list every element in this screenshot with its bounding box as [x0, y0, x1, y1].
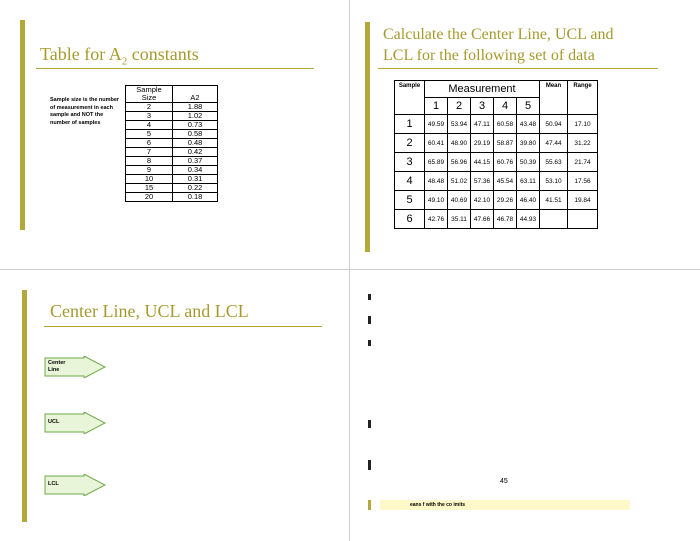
measurement-cell: 29.19 — [471, 134, 494, 153]
center-line-arrow-box — [44, 356, 106, 378]
fragment-bar — [368, 420, 371, 428]
fragment-bar — [368, 294, 371, 300]
arrow-label: UCL — [48, 419, 60, 425]
sample-size-cell: 9 — [126, 166, 173, 175]
measurement-cell: 47.11 — [471, 115, 494, 134]
a2-value-cell: 0.73 — [173, 121, 218, 130]
slide-corrupted[interactable] — [350, 270, 699, 539]
measurement-cell: 58.87 — [494, 134, 517, 153]
header-a2: A2 — [173, 86, 218, 103]
sample-number-cell: 3 — [395, 153, 425, 172]
measurement-col-header: 5 — [517, 98, 540, 115]
measurement-cell: 42.76 — [425, 210, 448, 229]
sample-size-cell: 3 — [126, 112, 173, 121]
table-row — [395, 115, 598, 134]
slide-title: Table for $A_2$ constants — [40, 44, 199, 68]
measurement-cell: 39.80 — [517, 134, 540, 153]
measurement-table — [394, 80, 598, 229]
range-cell: 19.84 — [568, 191, 598, 210]
range-cell: 31.22 — [568, 134, 598, 153]
mean-cell: 41.51 — [540, 191, 568, 210]
sample-size-cell: 4 — [126, 121, 173, 130]
measurement-cell: 44.93 — [517, 210, 540, 229]
table-row — [395, 191, 598, 210]
mean-cell — [540, 210, 568, 229]
measurement-cell: 49.59 — [425, 115, 448, 134]
slide-center-line-ucl-lcl[interactable] — [0, 270, 349, 539]
measurement-cell: 48.90 — [448, 134, 471, 153]
table-row — [126, 175, 218, 184]
measurement-cell: 44.15 — [471, 153, 494, 172]
slide-calculate-limits[interactable] — [350, 0, 699, 269]
measurement-cell: 35.11 — [448, 210, 471, 229]
ucl-arrow-box — [44, 412, 106, 434]
sample-number-cell: 2 — [395, 134, 425, 153]
measurement-cell: 60.58 — [494, 115, 517, 134]
measurement-col-header: 2 — [448, 98, 471, 115]
measurement-cell: 46.40 — [517, 191, 540, 210]
sample-size-note: Sample size is the number of measurement in each sample and NOT the number of samples — [50, 97, 120, 126]
table-row — [126, 103, 218, 112]
measurement-cell: 65.89 — [425, 153, 448, 172]
accent-bar — [20, 20, 25, 230]
a2-value-cell: 0.18 — [173, 193, 218, 202]
table-row — [126, 157, 218, 166]
range-cell: 21.74 — [568, 153, 598, 172]
fragment-bar — [368, 316, 371, 324]
a2-value-cell: 0.42 — [173, 148, 218, 157]
measurement-cell: 63.11 — [517, 172, 540, 191]
measurement-cell: 53.94 — [448, 115, 471, 134]
sample-size-cell: 10 — [126, 175, 173, 184]
sample-size-cell: 20 — [126, 193, 173, 202]
table-row — [395, 134, 598, 153]
mean-cell: 50.94 — [540, 115, 568, 134]
sample-number-cell: 1 — [395, 115, 425, 134]
table-row — [126, 139, 218, 148]
measurement-col-header: 4 — [494, 98, 517, 115]
measurement-cell: 60.41 — [425, 134, 448, 153]
a2-value-cell: 0.58 — [173, 130, 218, 139]
header-sample-size: Sample Size — [126, 86, 173, 103]
sample-size-cell: 8 — [126, 157, 173, 166]
sample-number-cell: 4 — [395, 172, 425, 191]
accent-bar — [22, 290, 27, 522]
slide-title: Calculate the Center Line, UCL and LCL for the following set of data — [383, 26, 614, 64]
table-row — [126, 148, 218, 157]
table-row — [395, 172, 598, 191]
fragment-text: 45 — [500, 478, 508, 485]
header-mean: Mean — [540, 81, 568, 115]
measurement-col-header: 3 — [471, 98, 494, 115]
table-row — [395, 210, 598, 229]
measurement-cell: 49.10 — [425, 191, 448, 210]
measurement-cell: 56.96 — [448, 153, 471, 172]
measurement-col-header: 1 — [425, 98, 448, 115]
a2-value-cell: 0.31 — [173, 175, 218, 184]
table-row — [126, 193, 218, 202]
title-rule — [378, 68, 658, 69]
fragment-strip: eans f with the co imits — [380, 500, 630, 510]
arrow-label: Center Line — [48, 360, 66, 373]
sample-number-cell: 6 — [395, 210, 425, 229]
fragment-bar — [368, 500, 371, 510]
title-rule — [36, 68, 314, 69]
measurement-cell: 60.76 — [494, 153, 517, 172]
slide-title: Center Line, UCL and LCL — [50, 301, 249, 321]
range-cell: 17.56 — [568, 172, 598, 191]
a2-constants-table — [125, 85, 218, 202]
header-range: Range — [568, 81, 598, 115]
fragment-bar — [368, 460, 371, 470]
title-rule — [44, 326, 322, 327]
a2-value-cell: 0.22 — [173, 184, 218, 193]
range-cell — [568, 210, 598, 229]
range-cell: 17.10 — [568, 115, 598, 134]
measurement-cell: 50.39 — [517, 153, 540, 172]
sample-size-cell: 7 — [126, 148, 173, 157]
a2-value-cell: 0.34 — [173, 166, 218, 175]
a2-value-cell: 0.48 — [173, 139, 218, 148]
arrow-label: LCL — [48, 481, 59, 487]
table-row — [395, 153, 598, 172]
measurement-cell: 45.54 — [494, 172, 517, 191]
sample-size-cell: 5 — [126, 130, 173, 139]
sample-number-cell: 5 — [395, 191, 425, 210]
measurement-cell: 47.66 — [471, 210, 494, 229]
lcl-arrow-box — [44, 474, 106, 496]
a2-value-cell: 0.37 — [173, 157, 218, 166]
a2-value-cell: 1.88 — [173, 103, 218, 112]
slide-a2-constants[interactable] — [0, 0, 349, 269]
sample-size-cell: 2 — [126, 103, 173, 112]
sample-size-cell: 15 — [126, 184, 173, 193]
measurement-cell: 48.48 — [425, 172, 448, 191]
measurement-cell: 57.36 — [471, 172, 494, 191]
table-row — [126, 121, 218, 130]
header-measurement: Measurement — [425, 81, 540, 98]
a2-value-cell: 1.02 — [173, 112, 218, 121]
measurement-cell: 29.26 — [494, 191, 517, 210]
table-row — [126, 184, 218, 193]
measurement-cell: 43.48 — [517, 115, 540, 134]
accent-bar — [365, 22, 370, 252]
mean-cell: 47.44 — [540, 134, 568, 153]
sample-size-cell: 6 — [126, 139, 173, 148]
header-sample: Sample — [395, 81, 425, 115]
measurement-cell: 51.02 — [448, 172, 471, 191]
measurement-cell: 46.78 — [494, 210, 517, 229]
fragment-bar — [368, 340, 371, 346]
measurement-cell: 42.10 — [471, 191, 494, 210]
table-row — [126, 166, 218, 175]
mean-cell: 53.10 — [540, 172, 568, 191]
table-row — [126, 130, 218, 139]
mean-cell: 55.63 — [540, 153, 568, 172]
table-row — [126, 112, 218, 121]
measurement-cell: 40.69 — [448, 191, 471, 210]
